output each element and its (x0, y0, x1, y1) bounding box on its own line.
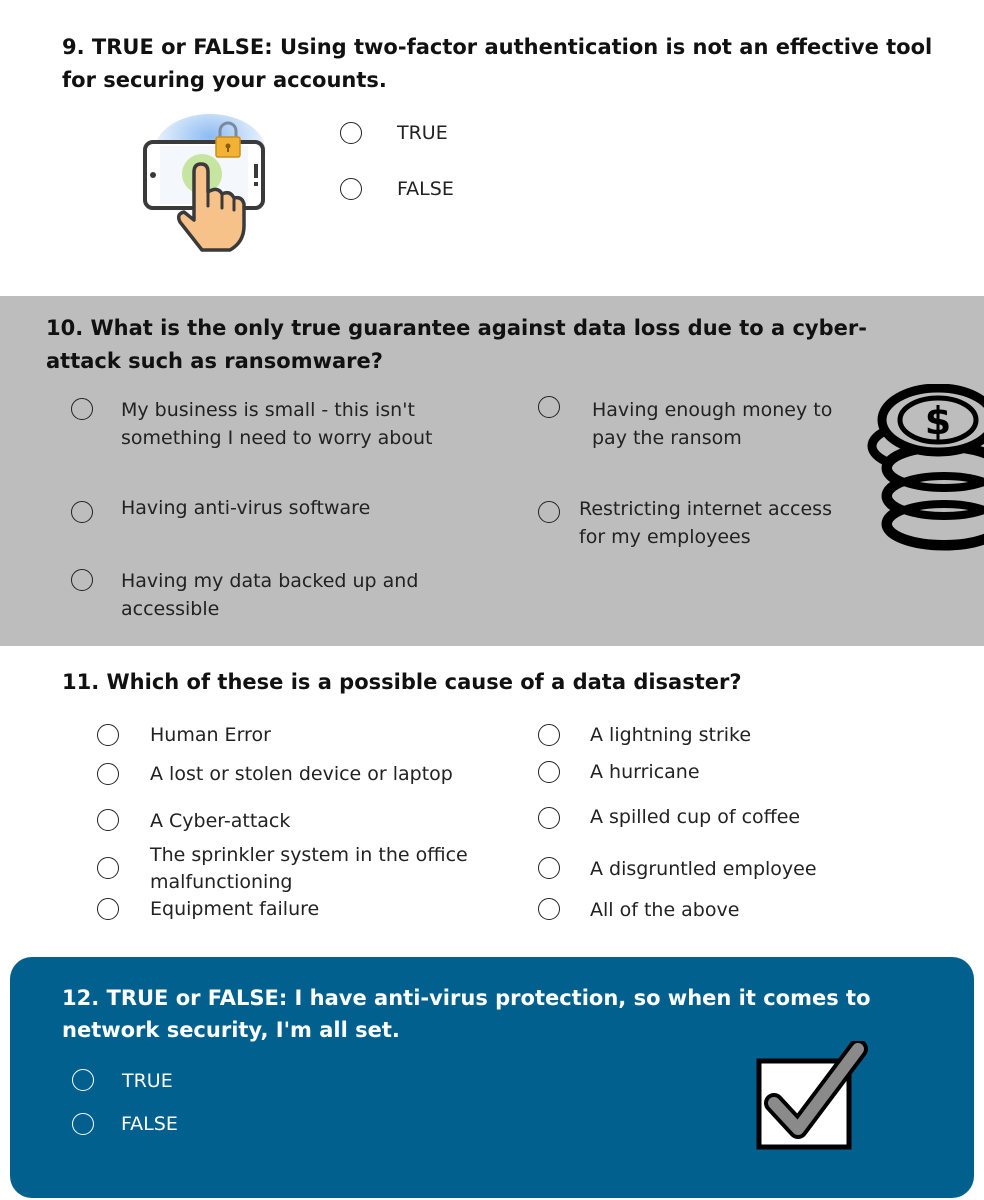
q11-left-option-5-label: Equipment failure (150, 898, 320, 920)
smartphone-lock-icon (138, 112, 270, 264)
svg-text:$: $ (924, 399, 952, 443)
q10-option-2-label-line2: pay the ransom (592, 427, 742, 449)
question-12-title-line2: network security, I'm all set. (62, 1018, 400, 1042)
q9-option-true-label: TRUE (397, 122, 448, 144)
q10-option-4-label-line2: for my employees (579, 526, 751, 548)
q11-left-option-1-radio[interactable] (97, 724, 119, 746)
q9-option-false-label: FALSE (397, 178, 454, 200)
q11-right-option-2-label: A hurricane (590, 761, 700, 783)
question-10-section (0, 296, 984, 646)
q11-right-option-5-radio[interactable] (538, 898, 560, 920)
question-9-title-line2: for securing your accounts. (62, 68, 387, 92)
q10-option-3-radio[interactable] (71, 501, 93, 523)
q10-option-2-radio[interactable] (538, 396, 560, 418)
q11-right-option-3-radio[interactable] (538, 807, 560, 829)
q10-option-1-label-line1: My business is small - this isn't (121, 399, 415, 421)
q10-option-1-radio[interactable] (71, 398, 93, 420)
q11-right-option-5-label: All of the above (590, 899, 740, 921)
q11-right-option-2-radio[interactable] (538, 761, 560, 783)
q10-option-3-label: Having anti-virus software (121, 497, 371, 519)
question-12-title-line1: 12. TRUE or FALSE: I have anti-virus protection, so when it comes to (62, 986, 871, 1010)
coin-stack-icon (862, 384, 984, 554)
q11-left-option-5-radio[interactable] (97, 898, 119, 920)
q12-option-true-label: TRUE (122, 1070, 173, 1092)
q10-option-2-label-line1: Having enough money to (592, 399, 833, 421)
question-12-section (10, 957, 974, 1198)
q11-left-option-2-label: A lost or stolen device or laptop (150, 763, 453, 785)
question-10-title-line2: attack such as ransomware? (46, 349, 383, 373)
q10-option-1-label-line2: something I need to worry about (121, 427, 433, 449)
q11-left-option-4-label-line1: The sprinkler system in the office (150, 844, 468, 866)
q11-left-option-3-label: A Cyber-attack (150, 810, 291, 832)
q11-left-option-4-label-line2: malfunctioning (150, 871, 293, 893)
q10-option-5-label-line1: Having my data backed up and (121, 570, 419, 592)
q12-option-false-radio[interactable] (72, 1113, 94, 1135)
q11-left-option-1-label: Human Error (150, 724, 271, 746)
q11-right-option-1-radio[interactable] (538, 724, 560, 746)
question-11-title: 11. Which of these is a possible cause of a data disaster? (62, 670, 742, 694)
q11-left-option-3-radio[interactable] (97, 809, 119, 831)
q10-option-4-label-line1: Restricting internet access (579, 498, 832, 520)
question-10-title-line1: 10. What is the only true guarantee against data loss due to a cyber- (46, 316, 867, 340)
q11-right-option-3-label: A spilled cup of coffee (590, 806, 801, 828)
q11-left-option-2-radio[interactable] (97, 763, 119, 785)
q10-option-4-radio[interactable] (538, 501, 560, 523)
q11-right-option-1-label: A lightning strike (590, 724, 752, 746)
q9-option-true-radio[interactable] (340, 122, 362, 144)
q11-left-option-4-radio[interactable] (97, 857, 119, 879)
q12-option-true-radio[interactable] (72, 1069, 94, 1091)
question-9-title-line1: 9. TRUE or FALSE: Using two-factor authentication is not an effective tool (62, 35, 933, 59)
q10-option-5-radio[interactable] (71, 569, 93, 591)
q11-right-option-4-label: A disgruntled employee (590, 858, 817, 880)
checkbox-checked-icon (754, 1041, 870, 1153)
q10-option-5-label-line2: accessible (121, 598, 220, 620)
q11-right-option-4-radio[interactable] (538, 857, 560, 879)
q9-option-false-radio[interactable] (340, 178, 362, 200)
q12-option-false-label: FALSE (121, 1113, 178, 1135)
